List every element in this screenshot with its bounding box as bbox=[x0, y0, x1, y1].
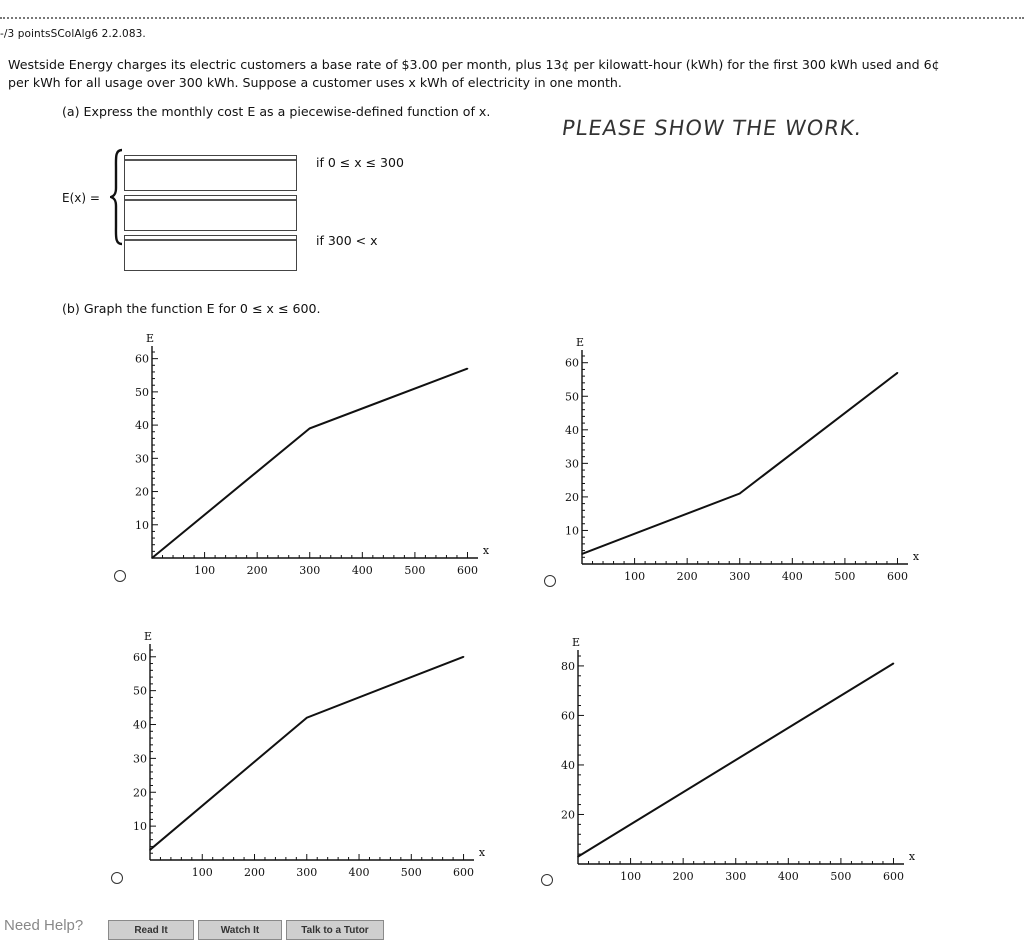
x-tick-label: 100 bbox=[624, 570, 646, 583]
y-tick-label: 60 bbox=[133, 650, 147, 664]
graph-option-3-radio[interactable] bbox=[111, 872, 123, 884]
question-header: -/3 pointsSColAlg6 2.2.083. bbox=[0, 28, 146, 40]
data-point bbox=[151, 557, 153, 559]
x-tick-label: 300 bbox=[725, 870, 747, 883]
y-tick-label: 60 bbox=[561, 709, 575, 723]
x-axis-label: x bbox=[482, 544, 490, 557]
graph-option-4 bbox=[550, 634, 924, 890]
function-label: E(x) = bbox=[62, 191, 100, 205]
x-tick-label: 200 bbox=[676, 570, 698, 583]
x-tick-label: 500 bbox=[404, 564, 426, 577]
x-axis-label: x bbox=[912, 550, 920, 563]
x-tick-label: 400 bbox=[351, 564, 373, 577]
series-line bbox=[150, 657, 464, 850]
y-tick-label: 30 bbox=[565, 457, 579, 471]
series-line bbox=[578, 663, 894, 856]
x-tick-label: 600 bbox=[456, 564, 478, 577]
answer-input-2[interactable] bbox=[124, 195, 297, 231]
y-tick-label: 40 bbox=[135, 419, 149, 433]
x-tick-label: 400 bbox=[777, 870, 799, 883]
y-tick-label: 80 bbox=[561, 659, 575, 673]
data-point bbox=[581, 553, 583, 555]
y-tick-label: 60 bbox=[135, 352, 149, 366]
problem-statement bbox=[8, 56, 1018, 92]
y-tick-label: 50 bbox=[133, 684, 147, 698]
y-tick-label: 60 bbox=[565, 356, 579, 370]
read-it-button[interactable]: Read It bbox=[108, 920, 194, 940]
x-tick-label: 500 bbox=[830, 870, 852, 883]
data-point bbox=[893, 663, 895, 665]
data-point bbox=[149, 849, 151, 851]
y-axis-label: E bbox=[145, 332, 155, 345]
part-a-prompt: (a) Express the monthly cost E as a piecewise-defined function of x. bbox=[62, 104, 491, 119]
graph-option-1-radio[interactable] bbox=[114, 570, 126, 582]
y-tick-label: 20 bbox=[133, 786, 147, 800]
x-tick-label: 100 bbox=[194, 564, 216, 577]
y-tick-label: 10 bbox=[135, 518, 149, 532]
graph-option-2-radio[interactable] bbox=[544, 575, 556, 587]
x-tick-label: 600 bbox=[453, 866, 475, 879]
x-tick-label: 400 bbox=[348, 866, 370, 879]
y-axis-label: E bbox=[571, 636, 581, 649]
x-tick-label: 300 bbox=[296, 866, 318, 879]
data-point bbox=[463, 656, 465, 658]
y-tick-label: 50 bbox=[135, 385, 149, 399]
x-tick-label: 200 bbox=[246, 564, 268, 577]
watch-it-button[interactable]: Watch It bbox=[198, 920, 282, 940]
data-point bbox=[897, 372, 899, 374]
x-tick-label: 200 bbox=[244, 866, 266, 879]
data-point bbox=[467, 368, 469, 370]
y-tick-label: 20 bbox=[135, 485, 149, 499]
x-tick-label: 600 bbox=[882, 870, 904, 883]
y-axis-label: E bbox=[143, 630, 153, 643]
y-tick-label: 50 bbox=[565, 390, 579, 404]
y-tick-label: 10 bbox=[565, 524, 579, 538]
x-tick-label: 500 bbox=[834, 570, 856, 583]
data-point bbox=[577, 856, 579, 858]
need-help-label: Need Help? bbox=[4, 917, 84, 934]
x-tick-label: 300 bbox=[729, 570, 751, 583]
series-line bbox=[582, 373, 898, 554]
graph-option-1 bbox=[128, 332, 498, 584]
x-tick-label: 500 bbox=[400, 866, 422, 879]
x-axis-label: x bbox=[908, 850, 916, 863]
left-brace-icon bbox=[110, 148, 124, 246]
problem-line-1: Westside Energy charges its electric customers a base rate of $3.00 per month, plus 13¢ per kilowatt-hour (kWh) for the first 300 kWh used and 6¢ bbox=[8, 57, 940, 72]
x-tick-label: 100 bbox=[191, 866, 213, 879]
graph-option-2 bbox=[556, 334, 926, 588]
y-tick-label: 40 bbox=[565, 423, 579, 437]
talk-to-tutor-button[interactable]: Talk to a Tutor bbox=[286, 920, 384, 940]
y-tick-label: 40 bbox=[561, 758, 575, 772]
data-point bbox=[309, 428, 311, 430]
x-axis-label: x bbox=[478, 846, 486, 859]
answer-input-3[interactable] bbox=[124, 235, 297, 271]
y-tick-label: 30 bbox=[133, 752, 147, 766]
answer-input-1[interactable] bbox=[124, 155, 297, 191]
y-tick-label: 20 bbox=[561, 808, 575, 822]
condition-1: if 0 ≤ x ≤ 300 bbox=[316, 155, 404, 170]
x-tick-label: 300 bbox=[299, 564, 321, 577]
condition-2: if 300 < x bbox=[316, 233, 378, 248]
data-point bbox=[306, 717, 308, 719]
part-b-prompt: (b) Graph the function E for 0 ≤ x ≤ 600. bbox=[62, 301, 321, 316]
data-point bbox=[739, 493, 741, 495]
problem-line-2: per kWh for all usage over 300 kWh. Suppose a customer uses x kWh of electricity in one month. bbox=[8, 75, 622, 90]
y-axis-label: E bbox=[575, 336, 585, 349]
y-tick-label: 20 bbox=[565, 490, 579, 504]
x-tick-label: 200 bbox=[672, 870, 694, 883]
x-tick-label: 100 bbox=[620, 870, 642, 883]
series-line bbox=[152, 369, 468, 558]
x-tick-label: 400 bbox=[781, 570, 803, 583]
top-divider bbox=[0, 17, 1024, 19]
y-tick-label: 30 bbox=[135, 452, 149, 466]
x-tick-label: 600 bbox=[886, 570, 908, 583]
y-tick-label: 40 bbox=[133, 718, 147, 732]
graph-option-3 bbox=[128, 630, 498, 884]
y-tick-label: 10 bbox=[133, 820, 147, 834]
handwritten-note: PLEASE SHOW THE WORK. bbox=[560, 116, 864, 140]
